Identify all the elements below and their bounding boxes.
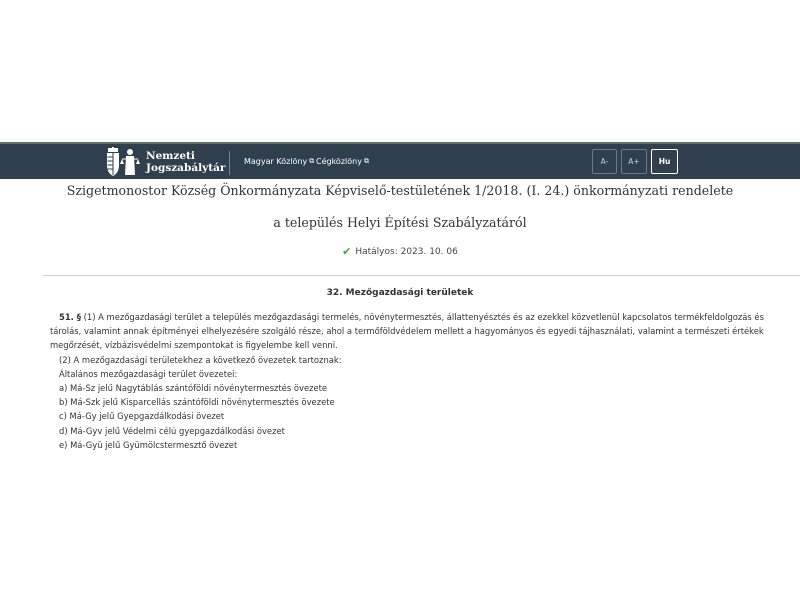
document-title: Szigetmonostor Község Önkormányzata Képviselő-testületének 1/2018. (I. 24.) önkormányzati rendelete xyxy=(66,183,734,198)
site-logo[interactable] xyxy=(104,147,225,177)
section-title: 32. Mezőgazdasági területek xyxy=(326,288,474,298)
top-navigation-bar xyxy=(0,142,800,179)
logo-text xyxy=(146,150,225,174)
list-item: a) Má-Sz jelű Nagytáblás szántóföldi növénytermesztés övezete xyxy=(59,383,328,394)
document-subtitle: a település Helyi Építési Szabályzatáról xyxy=(273,215,527,230)
logo-divider xyxy=(229,151,230,175)
font-increase-button[interactable] xyxy=(621,149,647,174)
paragraph-item-2: (2) A mezőgazdasági területekhez a következő övezetek tartoznak: xyxy=(59,354,342,365)
list-heading: Általános mezőgazdasági terület övezetei: xyxy=(59,368,238,379)
font-decrease-label: A- xyxy=(600,157,609,166)
section-divider xyxy=(43,275,800,276)
list-item: b) Má-Szk jelű Kisparcellás szántóföldi növénytermesztés övezete xyxy=(59,397,335,408)
section-number: 51. § xyxy=(59,312,81,322)
magyar-kozlony-label: Magyar Közlöny xyxy=(244,157,308,166)
list-item: e) Má-Gyü jelű Gyümölcstermesztő övezet xyxy=(59,439,238,450)
external-link-icon: ⧉ xyxy=(363,157,369,165)
paragraph-51 xyxy=(50,310,785,452)
cegkozlony-label: Cégközlöny xyxy=(316,157,362,166)
list-item: d) Má-Gyv jelű Védelmi célú gyepgazdálkodási övezet xyxy=(59,425,285,436)
language-label: Hu xyxy=(658,157,671,166)
magyar-kozlony-link[interactable] xyxy=(244,157,314,166)
coat-of-arms-icon xyxy=(104,147,140,177)
list-item: c) Má-Gy jelű Gyepgazdálkodási övezet xyxy=(59,411,225,422)
cegkozlony-link[interactable] xyxy=(316,157,369,166)
check-icon: ✔ xyxy=(342,245,352,258)
logo-line-2: Jogszabálytár xyxy=(146,162,226,174)
language-button[interactable] xyxy=(651,149,678,174)
paragraph-intro-text: (1) A mezőgazdasági terület a település mezőgazdasági termelés, növénytermesztés, állattenyésztés és az ezekkel közvetlenül kapcsolatos termékfeldolgozás és tárolás, valamint annak építményei elhelyezésére szolgáló része, ahol a termőföldvédelem mellett a hagyományos és egyedi tájhasználati, valamint a természeti értékek megőrzését, vízbázisvédelmi szempontokat is figyelembe kell venni. xyxy=(50,312,764,351)
font-increase-label: A+ xyxy=(628,157,640,166)
logo-line-1: Nemzeti xyxy=(146,150,195,162)
external-link-icon: ⧉ xyxy=(309,157,315,165)
validity-status xyxy=(0,245,800,258)
paragraph-intro xyxy=(50,310,785,353)
font-decrease-button[interactable] xyxy=(592,149,617,174)
validity-status-text: Hatályos: 2023. 10. 06 xyxy=(355,246,458,257)
